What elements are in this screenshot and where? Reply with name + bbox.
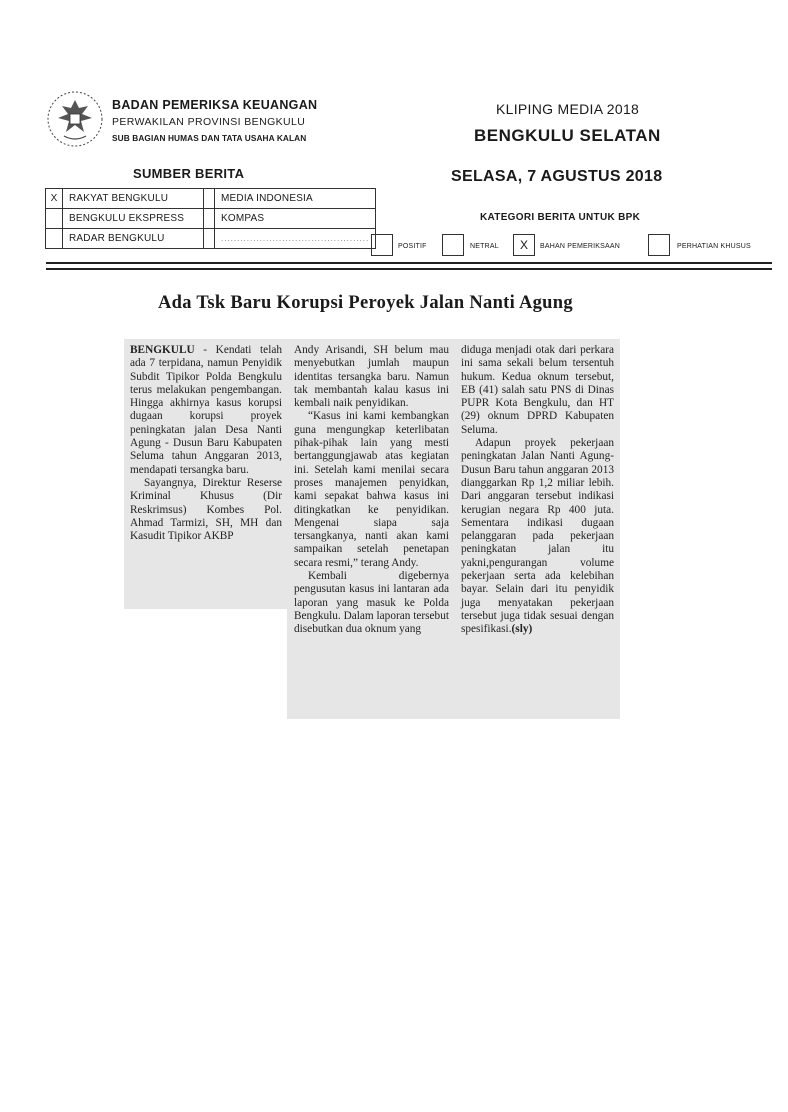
source-name: BENGKULU EKSPRESS [63, 209, 204, 229]
date-label: SELASA, 7 AGUSTUS 2018 [451, 168, 663, 185]
table-row [46, 189, 376, 209]
paragraph: “Kasus ini kami kembangkan guna mengungkap keterlibatan pihak-pihak lain yang mesti bertanggungjawab atas kegiatan ini. Setelah kami menilai secara proses manajemen penyidkan, kami sepakat bahwa kasus ini ditingkatkan ke penyidikan. Mengenai siapa saja tersangkanya, nanti akan kami sampaikan setelah penetapan secara resmi,” terang Andy. [294, 410, 449, 569]
checkbox-label: POSITIF [398, 243, 427, 250]
checkbox-label: BAHAN PEMERIKSAAN [540, 243, 621, 250]
kliping-label: KLIPING MEDIA 2018 [496, 101, 640, 117]
paragraph-text: - Kendati telah ada 7 terpidana, namun Penyidik Subdit Tipikor Polda Bengkulu terus melakukan pengembangan. Hingga akhirnya kasus korupsi dugaan korupsi proyek peningkatan jalan Desa Nanti Agung - Dusun Baru Kabupaten Seluma tahun Anggaran 2013, mendapati tersangka baru. [130, 344, 282, 476]
dotted-line: .............................................. [221, 234, 370, 243]
org-branch: PERWAKILAN PROVINSI BENGKULU [112, 116, 306, 128]
article-column-2 [294, 344, 449, 637]
paragraph-text: Adapun proyek pekerjaan peningkatan Jalan Nanti Agung-Dusun Baru tahun anggaran 2013 dianggarkan Rp 1,2 miliar lebih. Dari anggaran tersebut indikasi kerugian negara Rp 400 juta. Sementara indikasi dugaan pelanggaran pada pekerjaan peningkatan jalan itu yakni,pengurangan volume pekerjaan serta ada kelebihan bayar. Selain dari itu penyidik juga menyatakan pekerjaan tersebut juga tidak sesuai dengan spesifikasi. [461, 437, 614, 636]
source-mark: X [46, 189, 63, 209]
paragraph: Kembali digebernya pengusutan kasus ini lantaran ada laporan yang masuk ke Polda Bengkulu. Dalam laporan tersebut disebutkan dua oknum yang [294, 570, 449, 636]
article-column-3 [461, 344, 614, 637]
checkbox-label: NETRAL [470, 243, 499, 250]
paragraph: diduga menjadi otak dari perkara ini sama sekali belum tersentuh hukum. Kedua oknum tersebut, EB (41) salah satu PNS di Dinas PUPR Kota Bengkulu, dan HT (29) oknum DPRD Kabupaten Seluma. [461, 344, 614, 436]
source-name: KOMPAS [215, 209, 376, 229]
checkbox-netral[interactable] [442, 234, 464, 256]
org-sub: SUB BAGIAN HUMAS DAN TATA USAHA KALAN [112, 133, 307, 143]
paragraph: Andy Arisandi, SH belum mau menyebutkan jumlah maupun identitas tersangka baru. Namun tak membantah kalau kasus ini kembali naik penyidikan. [294, 344, 449, 410]
source-name: RAKYAT BENGKULU [63, 189, 204, 209]
dateline: BENGKULU [130, 344, 195, 356]
table-row [46, 209, 376, 229]
paragraph [461, 437, 614, 636]
source-mark [46, 209, 63, 229]
checkbox-perhatian-khusus[interactable] [648, 234, 670, 256]
sumber-berita-table [45, 188, 376, 249]
divider [46, 268, 772, 270]
checkbox-positif[interactable] [371, 234, 393, 256]
divider [46, 262, 772, 264]
paragraph [130, 344, 282, 477]
source-name: RADAR BENGKULU [63, 229, 204, 249]
table-row [46, 229, 376, 249]
region-label: BENGKULU SELATAN [474, 126, 661, 145]
org-name: BADAN PEMERIKSA KEUANGAN [112, 98, 318, 112]
sumber-berita-title: SUMBER BERITA [133, 166, 245, 181]
source-name: MEDIA INDONESIA [215, 189, 376, 209]
article-headline: Ada Tsk Baru Korupsi Peroyek Jalan Nanti Agung [158, 293, 573, 313]
garuda-emblem-icon [44, 88, 106, 150]
checkbox-bahan-pemeriksaan[interactable]: X [513, 234, 535, 256]
source-mark [46, 229, 63, 249]
article-column-1 [130, 344, 282, 543]
source-blank [215, 229, 376, 249]
kategori-title: KATEGORI BERITA UNTUK BPK [480, 212, 641, 223]
byline: (sly) [511, 623, 533, 636]
checkbox-label: PERHATIAN KHUSUS [677, 243, 751, 250]
paragraph: Sayangnya, Direktur Reserse Kriminal Khusus (Dir Reskrimsus) Kombes Pol. Ahmad Tarmizi, SH, MH dan Kasudit Tipikor AKBP [130, 476, 282, 543]
